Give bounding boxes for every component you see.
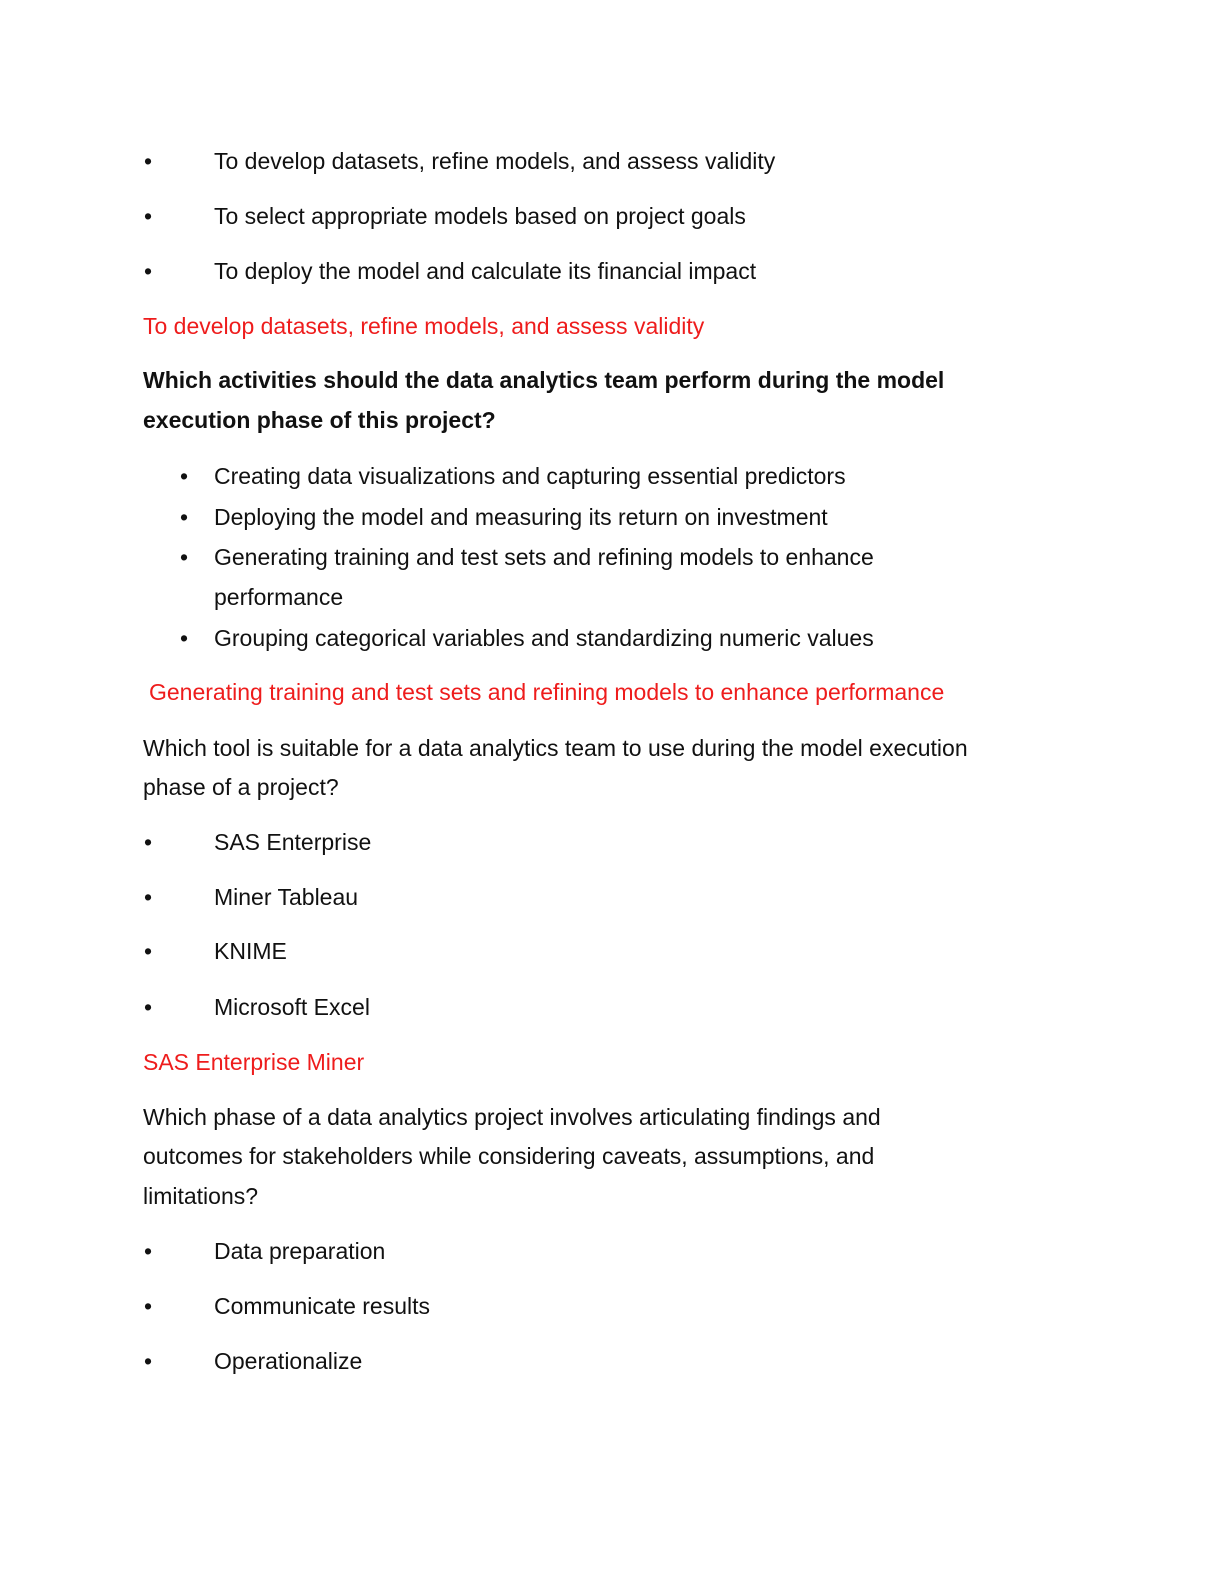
bullet: •: [144, 938, 153, 964]
bullet: •: [180, 504, 189, 530]
bullet: •: [144, 1293, 153, 1319]
option: Miner Tableau: [214, 884, 359, 910]
option: performance: [214, 584, 344, 610]
option: Communicate results: [214, 1293, 431, 1319]
option: Microsoft Excel: [214, 994, 370, 1020]
answer: To develop datasets, refine models, and assess validity: [143, 313, 705, 339]
option: SAS Enterprise: [214, 829, 372, 855]
answer: SAS Enterprise Miner: [143, 1049, 365, 1075]
option: To select appropriate models based on project goals: [214, 203, 746, 229]
bullet: •: [144, 884, 153, 910]
option: Grouping categorical variables and standardizing numeric values: [214, 625, 874, 651]
question: Which activities should the data analytics team perform during the model: [143, 367, 945, 393]
option: Creating data visualizations and capturing essential predictors: [214, 463, 846, 489]
option: Data preparation: [214, 1238, 386, 1264]
bullet: •: [144, 829, 153, 855]
bullet: •: [144, 203, 153, 229]
option: Generating training and test sets and refining models to enhance: [214, 544, 874, 570]
option: To develop datasets, refine models, and assess validity: [214, 148, 776, 174]
bullet: •: [180, 463, 189, 489]
option: Deploying the model and measuring its return on investment: [214, 504, 828, 530]
option: To deploy the model and calculate its financial impact: [214, 258, 757, 284]
question: limitations?: [143, 1183, 259, 1209]
bullet: •: [144, 258, 153, 284]
option: KNIME: [214, 938, 287, 964]
question: Which tool is suitable for a data analytics team to use during the model execution: [143, 735, 968, 761]
bullet: •: [180, 625, 189, 651]
bullet: •: [144, 148, 153, 174]
question: outcomes for stakeholders while considering caveats, assumptions, and: [143, 1143, 875, 1169]
bullet: •: [144, 1238, 153, 1264]
bullet: •: [180, 544, 189, 570]
bullet: •: [144, 994, 153, 1020]
question: execution phase of this project?: [143, 407, 496, 433]
answer: Generating training and test sets and refining models to enhance performance: [149, 679, 945, 705]
option: Operationalize: [214, 1348, 363, 1374]
bullet: •: [144, 1348, 153, 1374]
question: Which phase of a data analytics project involves articulating findings and: [143, 1104, 881, 1130]
question: phase of a project?: [143, 774, 339, 800]
